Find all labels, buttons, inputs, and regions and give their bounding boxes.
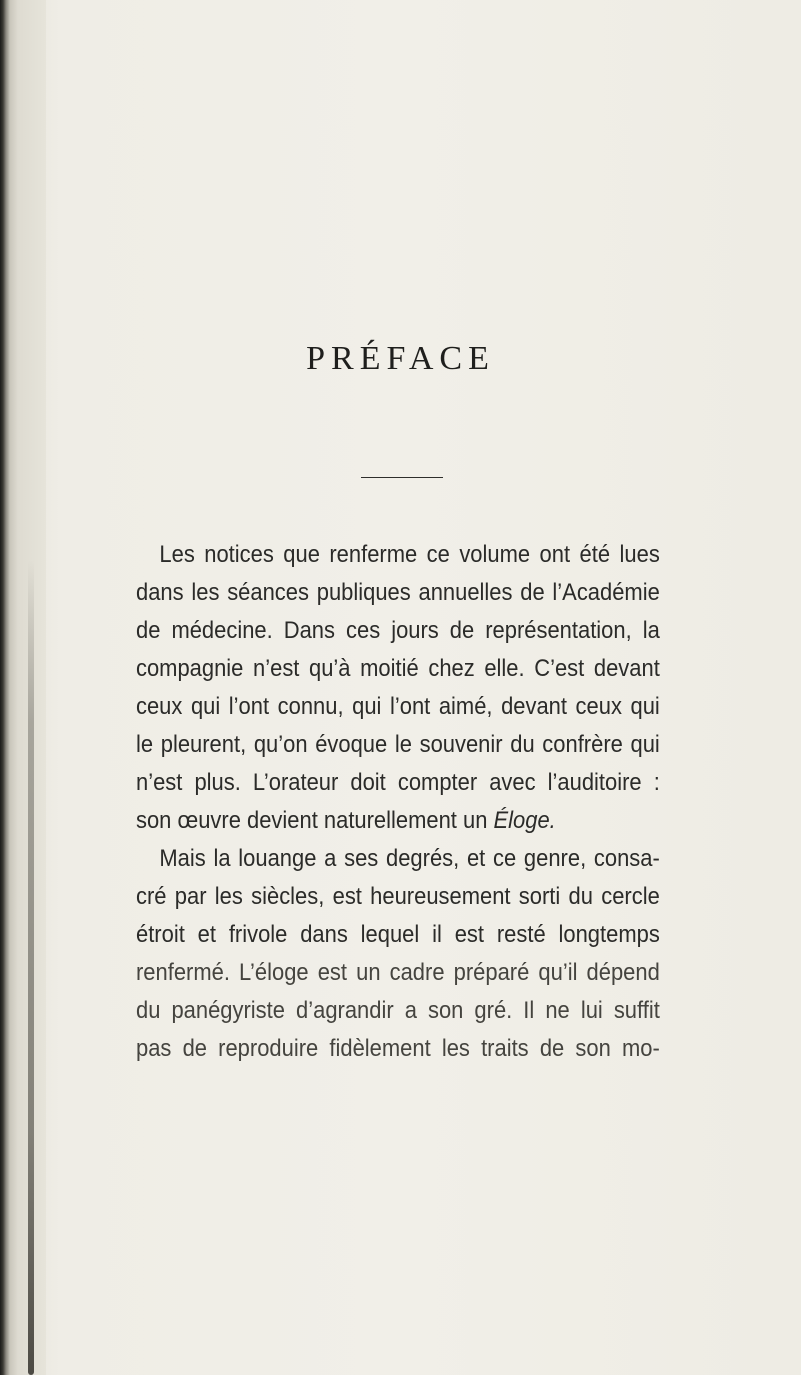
text-line: de médecine. Dans ces jours de représentation, la (136, 617, 660, 644)
page-title: PRÉFACE (306, 340, 495, 377)
text-line: dans les séances publiques annuelles de l’Académie (136, 579, 660, 606)
text-line: du panégyriste d’agrandir a son gré. Il ne lui suffit (136, 997, 660, 1024)
text-line: ceux qui l’ont connu, qui l’ont aimé, devant ceux qui (136, 693, 660, 720)
emphasis-word: Éloge. (493, 807, 556, 834)
text-line: renfermé. L’éloge est un cadre préparé qu’il dépend (136, 959, 660, 986)
text-line-with-emphasis (136, 802, 604, 840)
text-line: cré par les siècles, est heureusement sorti du cercle (136, 883, 660, 910)
text-line: compagnie n’est qu’à moitié chez elle. C’est devant (136, 655, 660, 682)
text-line: le pleurent, qu’on évoque le souvenir du confrère qui (136, 731, 660, 758)
text-line: Les notices que renferme ce volume ont été lues (159, 541, 660, 568)
book-binding-shadow (0, 0, 46, 1375)
binding-edge-shadow (28, 560, 34, 1375)
text-line: pas de reproduire fidèlement les traits de son mo- (136, 1035, 660, 1062)
body-text (136, 536, 660, 1068)
text-line: étroit et frivole dans lequel il est resté longtemps (136, 921, 660, 948)
text-line: son œuvre devient naturellement un (136, 807, 488, 834)
title-rule (361, 477, 443, 478)
text-line: n’est plus. L’orateur doit compter avec l’auditoire : (136, 769, 660, 796)
text-line: Mais la louange a ses degrés, et ce genre, consa- (159, 845, 660, 872)
